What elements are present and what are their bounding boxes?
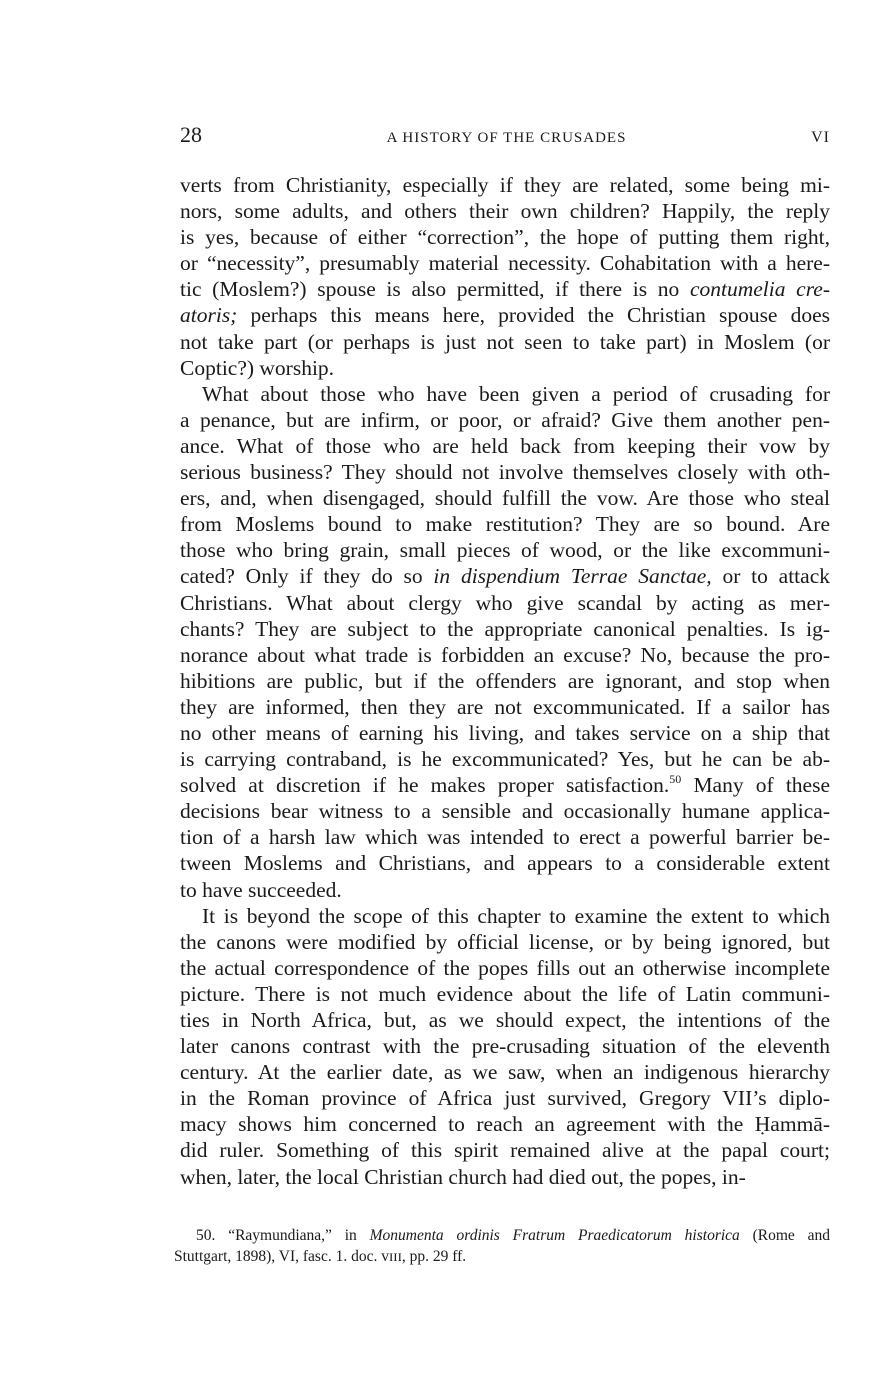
text-span: ers, and, when disengaged, should fulfill the vow. Are those who steal <box>180 486 830 511</box>
page-number: 28 <box>180 122 202 147</box>
text-line <box>180 746 830 772</box>
text-line <box>180 668 830 694</box>
text-span: Stuttgart, 1898), VI, fasc. 1. doc. ᴠɪɪɪ, pp. 29 ff. <box>174 1248 467 1265</box>
text-line <box>174 1225 830 1246</box>
text-span: those who bring grain, small pieces of wood, or the like excommuni- <box>180 538 830 563</box>
text-line <box>180 407 830 433</box>
text-span: macy shows him concerned to reach an agreement with the Ḥammā- <box>180 1112 830 1137</box>
text-span: tic (Moslem?) spouse is also permitted, if there is no <box>180 277 690 302</box>
running-title: A HISTORY OF THE CRUSADES <box>386 130 627 146</box>
text-span: decisions bear witness to a sensible and occasionally humane applica- <box>180 799 830 824</box>
text-span: serious business? They should not involve themselves closely with oth- <box>180 460 830 485</box>
text-span: nors, some adults, and others their own children? Happily, the reply <box>180 199 830 224</box>
text-line <box>180 563 830 589</box>
text-line <box>174 1246 830 1267</box>
text-line <box>180 250 830 276</box>
text-line <box>180 224 830 250</box>
text-line <box>180 929 830 955</box>
text-span: tion of a harsh law which was intended to erect a powerful barrier be- <box>180 825 830 850</box>
italic-text: atoris; <box>180 303 238 328</box>
text-line <box>180 772 830 798</box>
text-span: is carrying contraband, is he excommunicated? Yes, but he can be ab- <box>180 747 830 772</box>
text-span: ties in North Africa, but, as we should expect, the intentions of the <box>180 1008 830 1032</box>
text-span: Christians. What about clergy who give scandal by acting as mer- <box>180 590 830 615</box>
footnote-reference: 50 <box>669 772 682 787</box>
text-line <box>180 720 830 746</box>
text-line <box>180 1164 830 1190</box>
text-line <box>180 877 830 903</box>
text-line <box>180 172 830 198</box>
text-span: later canons contrast with the pre-crusading situation of the eleventh <box>180 1034 830 1059</box>
text-line <box>180 302 830 328</box>
text-line <box>180 798 830 824</box>
text-line <box>180 329 830 355</box>
paragraph <box>180 381 830 903</box>
paragraph <box>180 903 830 1190</box>
text-span: ance. What of those who are held back from keeping their vow by <box>180 433 830 458</box>
text-span: the canons were modified by official license, or by being ignored, but <box>180 929 830 954</box>
text-line <box>180 1059 830 1085</box>
text-span: tween Moslems and Christians, and appears to a considerable extent <box>180 851 830 876</box>
text-span: from Moslems bound to make restitution? They are so bound. Are <box>180 512 830 537</box>
text-span: chants? They are subject to the appropriate canonical penalties. Is ig- <box>180 616 830 641</box>
italic-text: in dispendium Terrae Sanctae, <box>433 564 712 589</box>
body-text <box>180 172 830 1190</box>
text-line <box>180 616 830 642</box>
text-line <box>180 1085 830 1111</box>
text-span: no other means of earning his living, and takes service on a ship that <box>180 720 830 745</box>
text-line <box>180 459 830 485</box>
italic-text: Monumenta ordinis Fratrum Praedicatorum historica <box>369 1227 740 1244</box>
text-line <box>180 955 830 981</box>
text-line <box>180 694 830 720</box>
text-line <box>180 1007 830 1033</box>
text-line <box>180 485 830 511</box>
text-line <box>180 1033 830 1059</box>
text-span: the actual correspondence of the popes fills out an otherwise incomplete <box>180 955 830 980</box>
text-span: solved at discretion if he makes proper satisfaction. <box>180 773 670 798</box>
text-line <box>180 903 830 929</box>
running-head <box>180 122 830 152</box>
text-span: did ruler. Something of this spirit remained alive at the papal court; <box>180 1138 830 1163</box>
text-line <box>180 511 830 537</box>
paragraph <box>180 172 830 381</box>
text-span: or “necessity”, presumably material necessity. Cohabitation with a here- <box>180 251 830 276</box>
text-span: in the Roman province of Africa just survived, Gregory VII’s diplo- <box>180 1086 830 1111</box>
text-span: century. At the earlier date, as we saw, when an indigenous hierarchy <box>180 1060 830 1085</box>
italic-text: contumelia cre- <box>689 277 830 302</box>
text-span: verts from Christianity, especially if they are related, some being mi- <box>180 173 830 197</box>
footnote <box>174 1225 830 1267</box>
text-span: is yes, because of either “correction”, the hope of putting them right, <box>180 225 830 250</box>
text-span: to have succeeded. <box>180 877 342 902</box>
text-span: Many of these <box>681 773 830 798</box>
text-span: a penance, but are infirm, or poor, or afraid? Give them another pen- <box>180 407 830 432</box>
text-line <box>180 433 830 459</box>
chapter-numeral: VI <box>811 129 830 146</box>
text-span: or to attack <box>711 564 830 589</box>
text-span: norance about what trade is forbidden an excuse? No, because the pro- <box>180 642 830 667</box>
text-span: when, later, the local Christian church had died out, the popes, in- <box>180 1164 746 1189</box>
text-line <box>180 1137 830 1163</box>
text-line <box>180 824 830 850</box>
text-line <box>180 642 830 668</box>
text-span: 50. “Raymundiana,” in <box>196 1227 370 1244</box>
text-line <box>180 981 830 1007</box>
text-line <box>180 590 830 616</box>
text-span: they are informed, then they are not excommunicated. If a sailor has <box>180 694 830 719</box>
text-span: hibitions are public, but if the offenders are ignorant, and stop when <box>180 668 830 693</box>
text-line <box>180 537 830 563</box>
text-span: What about those who have been given a period of crusading for <box>202 381 830 406</box>
text-line <box>180 381 830 407</box>
text-line <box>180 1111 830 1137</box>
text-line <box>180 850 830 876</box>
text-span: Coptic?) worship. <box>180 355 335 380</box>
text-span: picture. There is not much evidence about the life of Latin communi- <box>180 981 830 1006</box>
text-line <box>180 198 830 224</box>
text-span: cated? Only if they do so <box>180 564 434 589</box>
text-line <box>180 276 830 302</box>
text-span: not take part (or perhaps is just not seen to take part) in Moslem (or <box>180 329 830 354</box>
text-span: It is beyond the scope of this chapter to examine the extent to which <box>202 903 830 928</box>
text-span: (Rome and <box>739 1227 831 1244</box>
text-span: perhaps this means here, provided the Christian spouse does <box>237 303 830 328</box>
text-line <box>180 355 830 381</box>
